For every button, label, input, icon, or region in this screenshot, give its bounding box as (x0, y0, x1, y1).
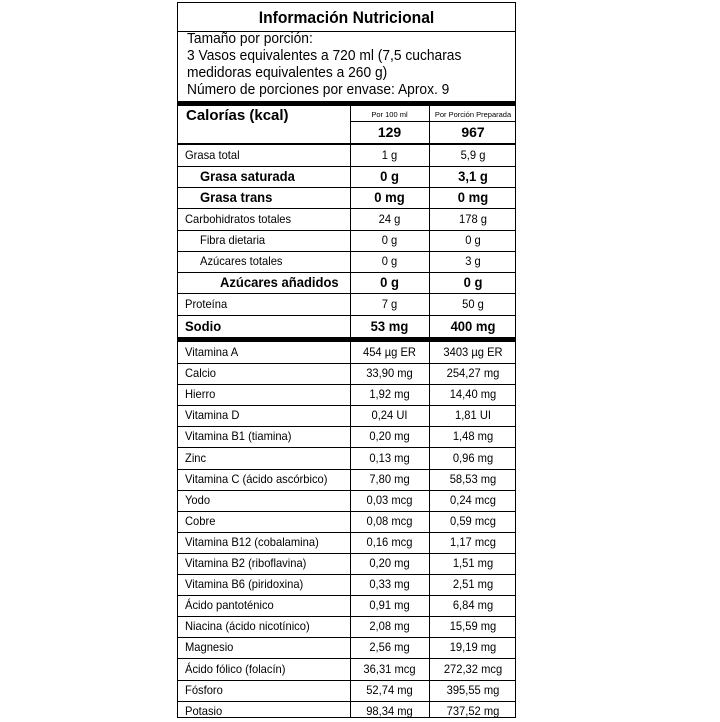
serving-line-3: medidoras equivalentes a 260 g) (187, 64, 388, 81)
nutrient-name: Vitamina B1 (tiamina) (185, 429, 292, 444)
micro-row (178, 490, 515, 511)
value-per100: 24 g (378, 212, 401, 226)
value-per100: 0 g (380, 274, 399, 290)
macro-row (178, 251, 515, 272)
value-per-serving: 3403 µg ER (443, 345, 503, 359)
value-per100: 98,34 mg (366, 703, 413, 718)
micro-row (178, 426, 515, 447)
micro-row (178, 574, 515, 595)
serving-line-2: 3 Vasos equivalentes a 720 ml (7,5 cucharas (187, 47, 462, 64)
value-per-serving: 254,27 mg (446, 366, 500, 381)
value-per-serving: 737,52 mg (446, 703, 500, 718)
value-per100: 0,16 mcg (366, 534, 413, 549)
value-per-serving: 400 mg (450, 318, 496, 334)
serving-info (187, 30, 517, 98)
value-per100: 0 g (381, 254, 398, 268)
micro-row (178, 701, 515, 722)
micro-row (178, 384, 515, 405)
value-per100: 0,20 mg (369, 556, 410, 570)
value-per-serving: 272,32 mcg (443, 661, 503, 676)
value-per-serving: 395,55 mg (446, 682, 500, 697)
value-per-serving: 50 g (462, 297, 484, 311)
macro-row (178, 293, 515, 315)
value-per100: 0 g (381, 233, 398, 247)
serving-line-4: Número de porciones por envase: Aprox. 9 (187, 81, 450, 98)
macro-row (178, 272, 515, 293)
nutrient-name: Magnesio (185, 640, 234, 655)
serving-line-1: Tamaño por porción: (187, 30, 313, 47)
nutrient-name: Vitamina C (ácido ascórbico) (185, 471, 328, 486)
value-per100: 36,31 mcg (363, 661, 416, 676)
column-header-per-serving: Por Porción Preparada (434, 110, 512, 119)
value-per100: 0,03 mcg (366, 492, 413, 507)
macro-row (178, 145, 515, 166)
macro-row (178, 315, 515, 337)
macro-row (178, 166, 515, 187)
micro-row (178, 342, 515, 363)
nutrient-name: Cobre (185, 513, 216, 528)
macro-row (178, 230, 515, 251)
micro-row (178, 637, 515, 658)
value-per-serving: 19,19 mg (449, 640, 497, 655)
micro-row (178, 405, 515, 426)
label-title: Información Nutricional (258, 8, 435, 27)
value-per-serving: 58,53 mg (449, 471, 497, 486)
value-per100: 7,80 mg (369, 471, 410, 486)
nutrient-name: Potasio (185, 703, 223, 718)
nutrient-name: Grasa saturada (200, 168, 295, 184)
value-per100: 0,91 mg (369, 598, 410, 613)
nutrient-name: Vitamina A (185, 345, 239, 359)
nutrient-name: Sodio (185, 318, 222, 334)
value-per100: 0,08 mcg (366, 513, 413, 528)
micro-row (178, 448, 515, 469)
nutrient-name: Niacina (ácido nicotínico) (185, 619, 310, 634)
value-per100: 454 µg ER (363, 345, 416, 359)
nutrient-name: Vitamina B12 (cobalamina) (185, 534, 319, 549)
nutrient-name: Azúcares totales (200, 254, 283, 268)
value-per-serving: 0 mg (457, 189, 489, 205)
value-per-serving: 0 g (465, 233, 481, 247)
nutrition-label (177, 2, 516, 718)
nutrient-name: Grasa trans (200, 189, 273, 205)
value-per100: 0,24 UI (371, 408, 408, 423)
micro-row (178, 363, 515, 384)
nutrient-name: Grasa total (185, 148, 240, 162)
macro-row (178, 208, 515, 230)
column-header-per100: Por 100 ml (371, 110, 408, 119)
micro-row (178, 469, 515, 490)
value-per-serving: 3,1 g (458, 168, 488, 184)
nutrient-name: Proteína (185, 297, 228, 311)
value-per100: 0,20 mg (369, 429, 410, 444)
calories-per100: 129 (377, 124, 402, 140)
value-per-serving: 1,81 UI (454, 408, 491, 423)
value-per-serving: 1,51 mg (452, 556, 494, 570)
value-per100: 33,90 mg (366, 366, 413, 381)
nutrient-name: Ácido pantoténico (185, 598, 274, 613)
nutrient-name: Vitamina D (185, 408, 240, 423)
value-per-serving: 0,59 mcg (450, 513, 496, 528)
nutrient-name: Hierro (185, 387, 216, 402)
nutrient-name: Vitamina B2 (riboflavina) (185, 556, 307, 570)
nutrient-name: Ácido fólico (folacín) (185, 661, 286, 676)
nutrient-name: Calcio (185, 366, 217, 381)
nutrient-name: Zinc (185, 450, 207, 465)
macro-row (178, 187, 515, 208)
value-per100: 7 g (381, 297, 398, 311)
value-per-serving: 1,48 mg (452, 429, 494, 444)
value-per-serving: 6,84 mg (452, 598, 494, 613)
value-per100: 0,13 mg (369, 450, 410, 465)
value-per100: 0 mg (374, 189, 405, 205)
calories-label: Calorías (kcal) (186, 107, 289, 124)
nutrient-name: Fósforo (185, 682, 223, 697)
value-per-serving: 0 g (463, 274, 483, 290)
value-per-serving: 0,24 mcg (450, 492, 496, 507)
value-per100: 0 g (380, 168, 399, 184)
value-per-serving: 0,96 mg (452, 450, 494, 465)
value-per100: 52,74 mg (366, 682, 413, 697)
value-per-serving: 178 g (459, 212, 487, 226)
micro-row (178, 511, 515, 532)
value-per100: 0,33 mg (369, 577, 410, 592)
value-per100: 1,92 mg (369, 387, 410, 402)
value-per-serving: 15,59 mg (449, 619, 497, 634)
nutrient-name: Carbohidratos totales (185, 212, 292, 226)
value-per-serving: 5,9 g (460, 148, 486, 162)
value-per-serving: 2,51 mg (452, 577, 494, 592)
nutrient-name: Vitamina B6 (piridoxina) (185, 577, 304, 592)
micro-row (178, 595, 515, 616)
value-per-serving: 14,40 mg (449, 387, 497, 402)
value-per100: 1 g (381, 148, 398, 162)
header-subdivider (350, 121, 515, 122)
nutrient-name: Fibra dietaria (200, 233, 266, 247)
micro-row (178, 680, 515, 701)
value-per-serving: 1,17 mcg (450, 534, 496, 549)
value-per100: 2,56 mg (369, 640, 410, 655)
nutrient-name: Yodo (185, 492, 211, 507)
micro-row (178, 532, 515, 553)
micro-row (178, 616, 515, 637)
micro-row (178, 553, 515, 574)
value-per-serving: 3 g (465, 254, 481, 268)
value-per100: 53 mg (370, 318, 409, 334)
thick-divider-top (178, 101, 515, 106)
calories-per-serving: 967 (461, 124, 485, 140)
nutrient-name: Azúcares añadidos (220, 274, 339, 290)
value-per100: 2,08 mg (369, 619, 410, 634)
micro-row (178, 659, 515, 680)
